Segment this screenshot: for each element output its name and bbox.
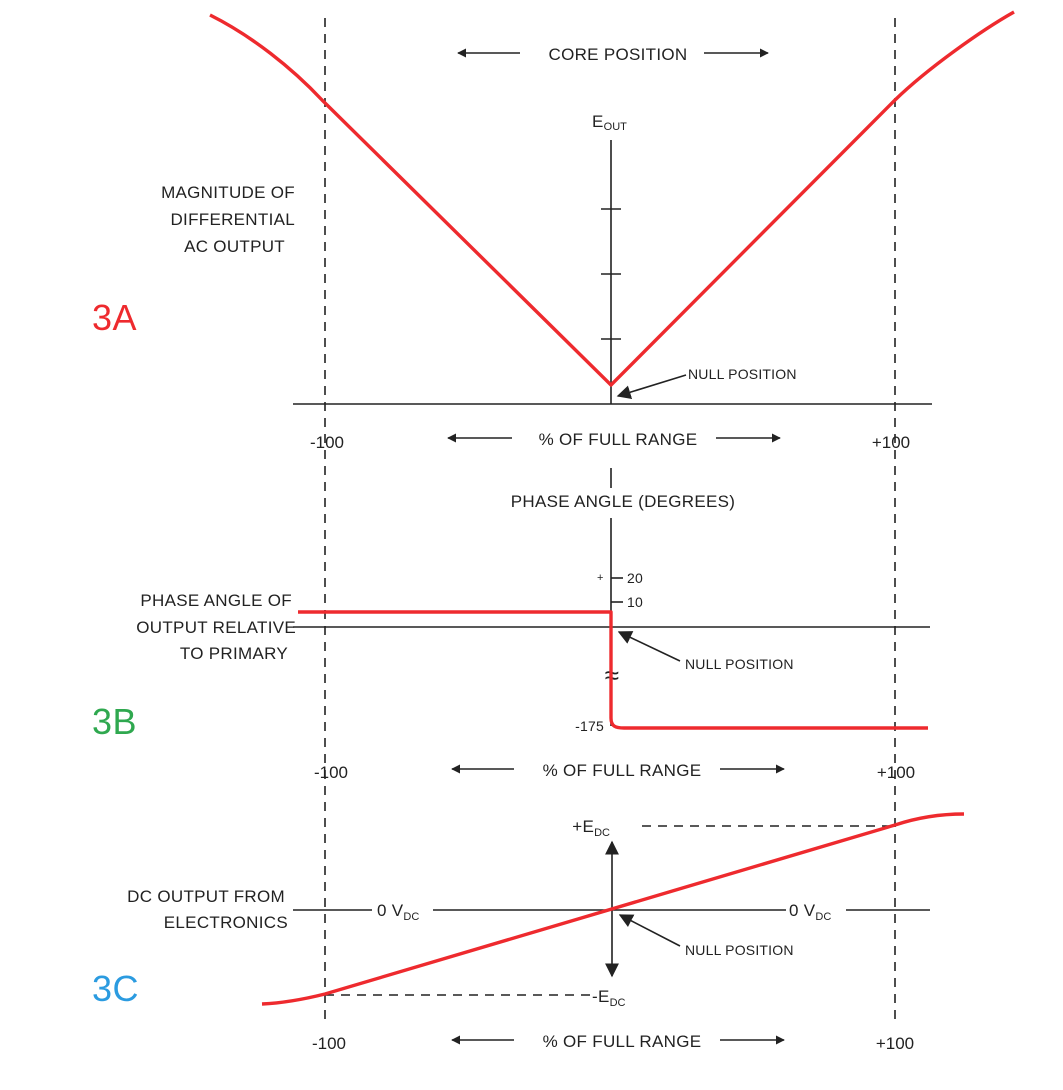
null-position-label-3c: NULL POSITION (685, 942, 794, 958)
phase-label-line-1: PHASE ANGLE OF (140, 591, 292, 610)
axis-break-symbol: ≈ (604, 660, 620, 690)
null-position-pointer-3b (619, 632, 680, 661)
figure-label-3b: 3B (92, 701, 138, 742)
dc-output-label-line-2: ELECTRONICS (163, 913, 288, 932)
magnitude-curve (210, 12, 1014, 385)
plus-edc-label: $+E_{DC}$ (572, 817, 610, 839)
phase-label-line-2: OUTPUT RELATIVE (136, 618, 296, 637)
x-tick-minus-100-3b: -100 (313, 763, 349, 782)
x-tick-minus-100-3c: -100 (311, 1034, 347, 1053)
phase-tick-10-label: 10 (627, 594, 643, 610)
full-range-label-3c: % OF FULL RANGE (542, 1032, 702, 1051)
x-tick-plus-100-3c: +100 (875, 1034, 915, 1053)
magnitude-label-line-3: AC OUTPUT (184, 237, 285, 256)
eout-axis-label: EOUT (592, 112, 627, 133)
figure-label-3c: 3C (92, 968, 140, 1009)
phase-label-line-3: TO PRIMARY (179, 644, 288, 663)
phase-tick-minus-175-label: -175 (575, 718, 604, 734)
full-range-label-3b: % OF FULL RANGE (542, 761, 702, 780)
dc-output-curve (262, 814, 964, 1004)
zero-vdc-label-left: 0 $V_{DC}$ (377, 901, 420, 923)
phase-angle-axis-title: PHASE ANGLE (DEGREES) (510, 492, 736, 511)
zero-vdc-label-right: 0 $V_{DC}$ (789, 901, 832, 923)
phase-tick-plus-sign: + (597, 572, 604, 584)
minus-edc-label: $-E_{DC}$ (592, 987, 626, 1009)
x-tick-plus-100-3a: +100 (871, 433, 911, 452)
figure-label-3a: 3A (92, 297, 138, 338)
null-position-pointer-3c (620, 915, 680, 946)
full-range-label-3a: % OF FULL RANGE (538, 430, 698, 449)
x-tick-plus-100-3b: +100 (876, 763, 916, 782)
x-tick-minus-100-3a: -100 (309, 433, 345, 452)
magnitude-label-line-1: MAGNITUDE OF (161, 183, 295, 202)
dc-output-label-line-1: DC OUTPUT FROM (127, 887, 285, 906)
panel-3b (92, 468, 930, 782)
null-position-label-3b: NULL POSITION (685, 656, 794, 672)
core-position-label: CORE POSITION (548, 45, 688, 64)
phase-tick-20-label: 20 (627, 570, 643, 586)
panel-3a (92, 12, 1014, 452)
magnitude-label-line-2: DIFFERENTIAL (170, 210, 295, 229)
null-position-pointer-3a (618, 375, 686, 396)
panel-3c (92, 814, 964, 1053)
null-position-label-3a: NULL POSITION (688, 366, 797, 382)
